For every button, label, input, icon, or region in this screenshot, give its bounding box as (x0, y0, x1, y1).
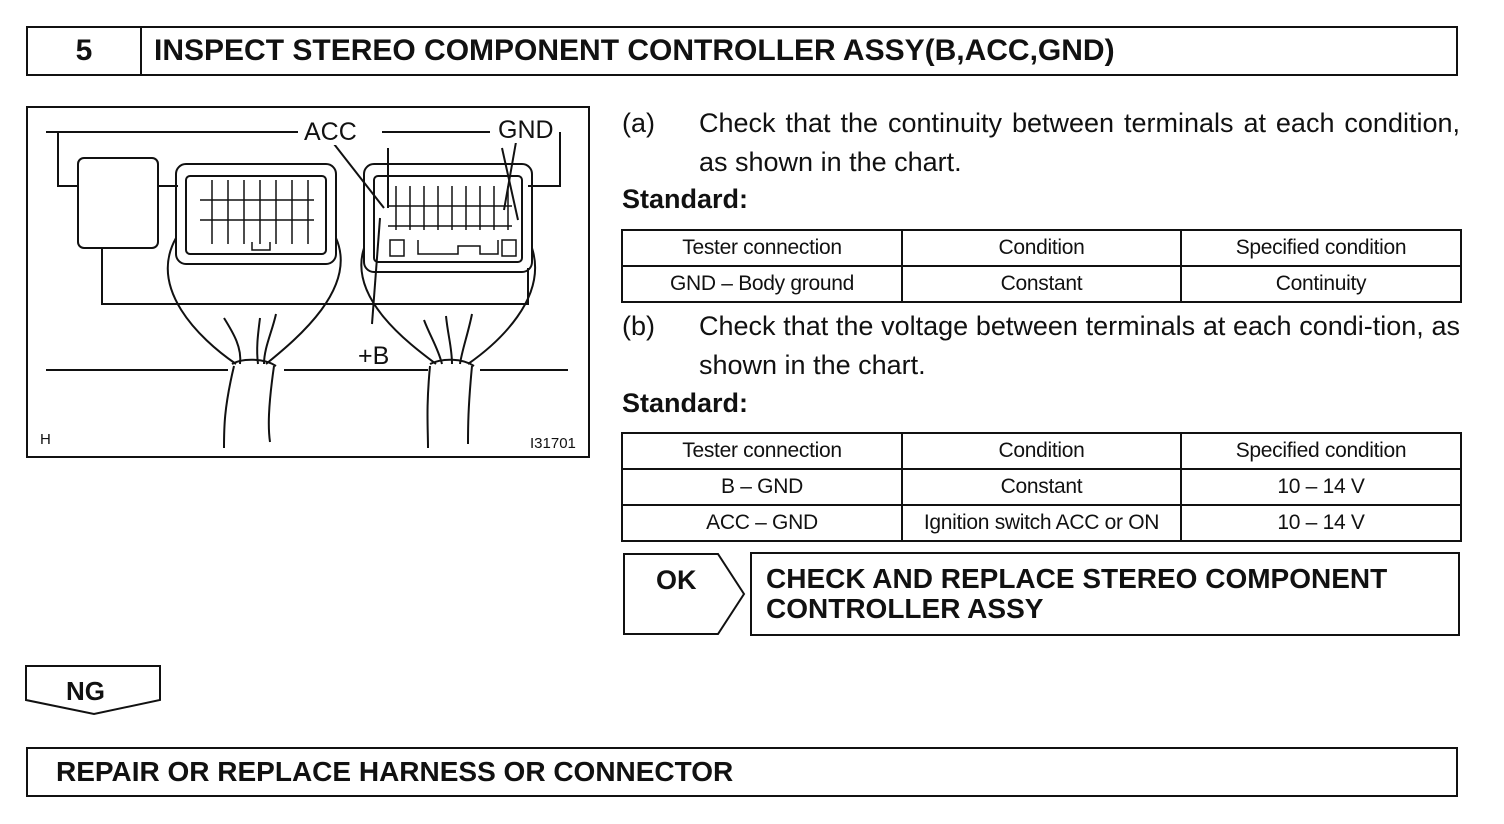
label-b-plus: +B (354, 344, 393, 369)
step-title: INSPECT STEREO COMPONENT CONTROLLER ASSY(B,ACC,GND) (154, 34, 1115, 67)
table-cell: GND – Body ground (622, 266, 902, 302)
ok-result-box (750, 552, 1460, 636)
standard-label-b: Standard: (622, 388, 749, 418)
table-header-row (622, 230, 1461, 266)
connector-illustration (28, 108, 588, 456)
table-row (622, 469, 1461, 505)
table-header-cell: Condition (902, 433, 1181, 469)
step-header (26, 26, 1458, 76)
step-number: 5 (28, 28, 142, 74)
continuity-table (621, 229, 1462, 303)
table-cell: ACC – GND (622, 505, 902, 541)
table-header-row (622, 433, 1461, 469)
table-cell: 10 – 14 V (1181, 469, 1461, 505)
ok-label: OK (656, 565, 697, 595)
table-row (622, 505, 1461, 541)
table-cell: 10 – 14 V (1181, 505, 1461, 541)
table-row (622, 266, 1461, 302)
table-cell: B – GND (622, 469, 902, 505)
table-header-cell: Specified condition (1181, 230, 1461, 266)
table-cell: Continuity (1181, 266, 1461, 302)
instruction-a-text: Check that the continuity between terminals at each condition, as shown in the chart. (699, 108, 1460, 177)
table-cell: Constant (902, 469, 1181, 505)
ng-label: NG (66, 676, 105, 706)
table-header-cell: Tester connection (622, 433, 902, 469)
label-acc: ACC (300, 120, 361, 145)
table-header-cell: Condition (902, 230, 1181, 266)
standard-label-a: Standard: (622, 184, 749, 214)
instruction-a-letter: (a) (622, 108, 655, 138)
connector-diagram (26, 106, 590, 458)
label-gnd: GND (494, 118, 558, 143)
figure-id: I31701 (530, 435, 576, 452)
ok-result-line2: CONTROLLER ASSY (766, 593, 1044, 624)
table-header-cell: Tester connection (622, 230, 902, 266)
voltage-table (621, 432, 1462, 542)
diagram-corner-letter: H (40, 431, 51, 448)
table-cell: Ignition switch ACC or ON (902, 505, 1181, 541)
table-cell: Constant (902, 266, 1181, 302)
instruction-b-letter: (b) (622, 311, 655, 341)
instruction-b-text: Check that the voltage between terminals at each condi-tion, as shown in the chart. (699, 311, 1460, 380)
ok-result-line1: CHECK AND REPLACE STEREO COMPONENT (766, 563, 1388, 594)
ng-result-box: REPAIR OR REPLACE HARNESS OR CONNECTOR (26, 747, 1458, 797)
table-header-cell: Specified condition (1181, 433, 1461, 469)
